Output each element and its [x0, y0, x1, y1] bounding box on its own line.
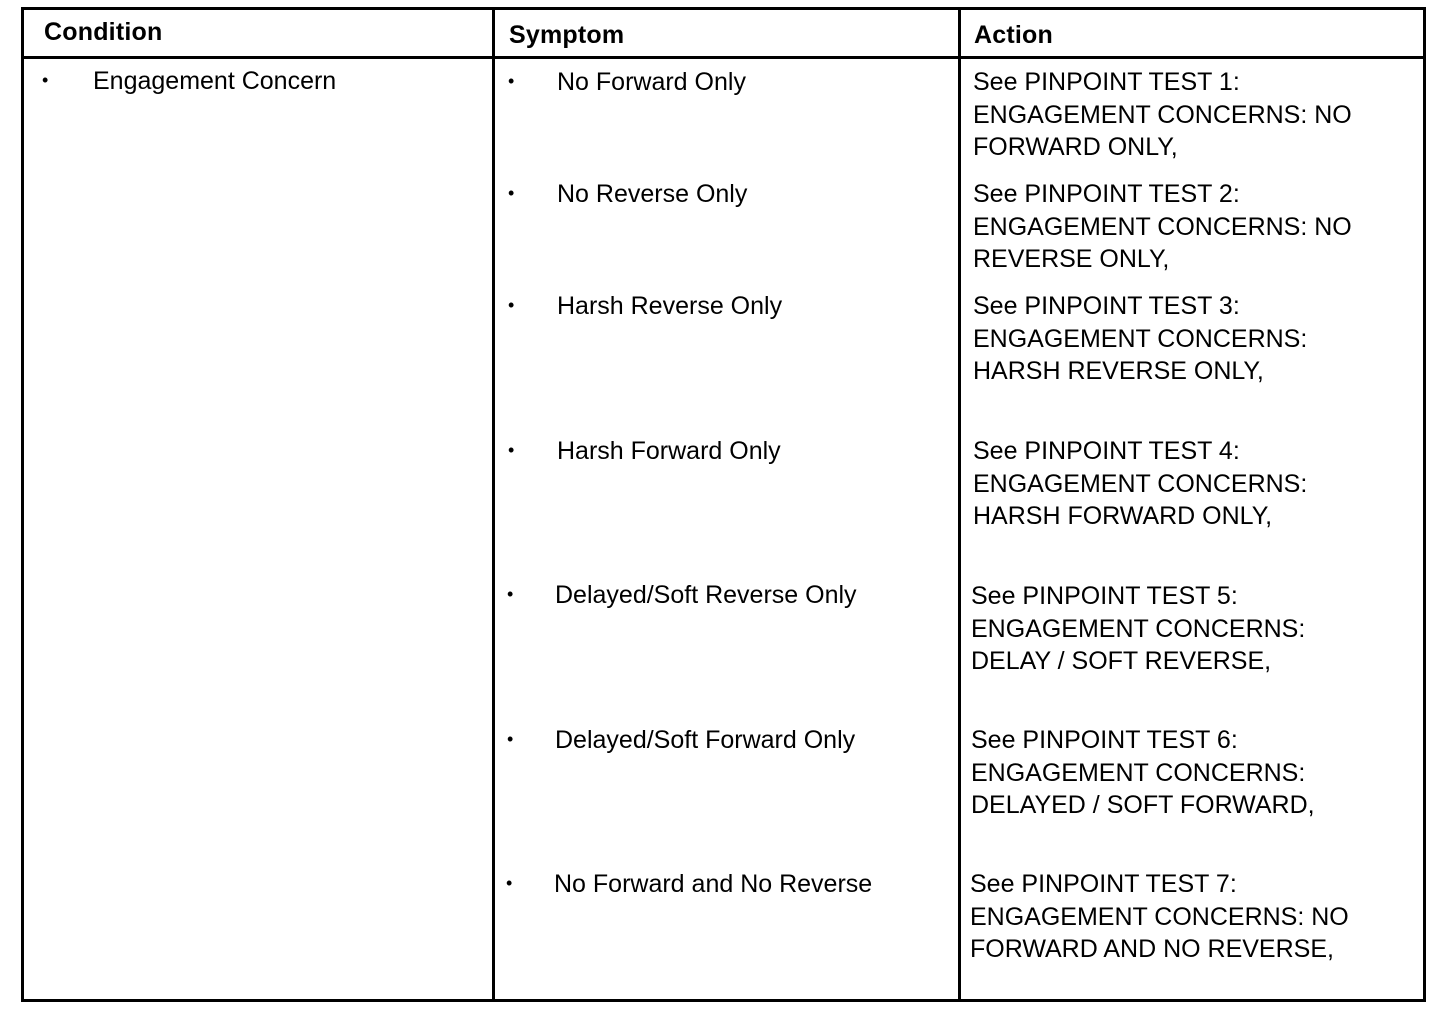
header-rule: [24, 56, 1423, 59]
action-text: See PINPOINT TEST 5: ENGAGEMENT CONCERNS: DELAY / SOFT REVERSE,: [971, 582, 1306, 675]
symptom-bullet: •: [508, 295, 515, 315]
action-text: See PINPOINT TEST 6: ENGAGEMENT CONCERNS: DELAYED / SOFT FORWARD,: [971, 726, 1315, 819]
header-action: Action: [974, 21, 1053, 49]
symptom-text: Harsh Reverse Only: [557, 292, 783, 320]
symptom-bullet: •: [507, 729, 514, 749]
header-condition: Condition: [44, 18, 163, 46]
column-divider: [492, 10, 495, 999]
header-symptom: Symptom: [509, 21, 625, 49]
symptom-bullet: •: [508, 440, 515, 460]
symptom-bullet: •: [507, 584, 514, 604]
action-text: See PINPOINT TEST 2: ENGAGEMENT CONCERNS: NO REVERSE ONLY,: [973, 180, 1352, 273]
action-text: See PINPOINT TEST 1: ENGAGEMENT CONCERNS: NO FORWARD ONLY,: [973, 68, 1352, 161]
action-text: See PINPOINT TEST 7: ENGAGEMENT CONCERNS: NO FORWARD AND NO REVERSE,: [970, 870, 1349, 963]
symptom-bullet: •: [508, 183, 515, 203]
column-divider: [958, 10, 961, 999]
condition-bullet: •: [42, 70, 49, 90]
action-text: See PINPOINT TEST 4: ENGAGEMENT CONCERNS: HARSH FORWARD ONLY,: [973, 437, 1308, 530]
diagnosis-table: [21, 7, 1426, 1002]
symptom-text: Harsh Forward Only: [557, 437, 781, 465]
symptom-bullet: •: [506, 873, 513, 893]
symptom-text: Delayed/Soft Reverse Only: [555, 581, 857, 609]
symptom-text: No Forward and No Reverse: [554, 870, 873, 898]
symptom-text: No Forward Only: [557, 68, 746, 96]
symptom-text: No Reverse Only: [557, 180, 748, 208]
symptom-bullet: •: [508, 71, 515, 91]
symptom-text: Delayed/Soft Forward Only: [555, 726, 856, 754]
condition-label: Engagement Concern: [93, 67, 337, 95]
action-text: See PINPOINT TEST 3: ENGAGEMENT CONCERNS: HARSH REVERSE ONLY,: [973, 292, 1308, 385]
